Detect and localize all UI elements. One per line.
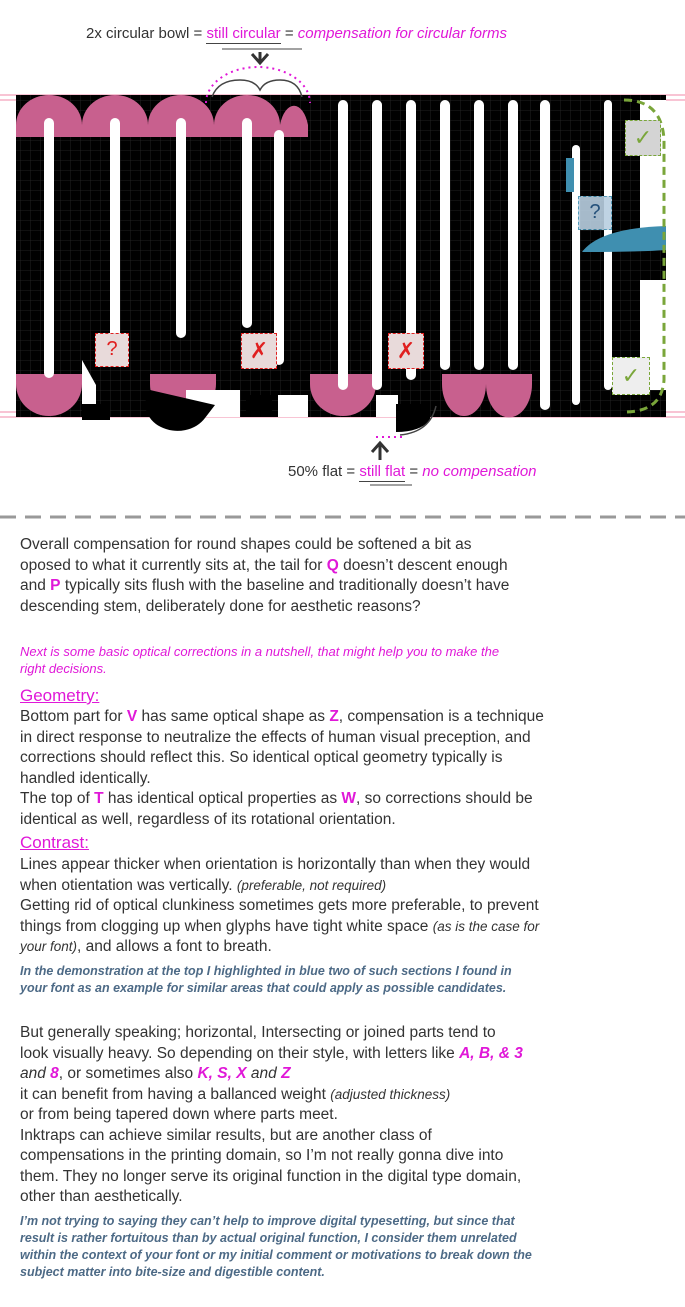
bottom-eq-part3: no compensation: [422, 463, 537, 480]
up-arrow-icon: [372, 443, 388, 460]
bottom-eq-part2: still flat: [359, 463, 406, 480]
glyph-diagram-svg: [0, 0, 685, 510]
contrast-heading: Contrast:: [20, 833, 89, 852]
letter-q: Q: [326, 556, 339, 574]
note-blue-highlight: In the demonstration at the top I highlighted in blue two of such sections I found in your font as an example for similar areas that could apply as possible candidates.: [20, 964, 512, 995]
top-eq-part2: still circular: [206, 25, 281, 42]
letter-t: T: [94, 790, 104, 807]
question-marker-2: ?: [578, 196, 612, 230]
bottom-eq-part1: 50% flat: [288, 463, 343, 480]
check-marker-2: ✓: [612, 357, 650, 395]
letter-w: W: [341, 790, 357, 807]
cross-marker-1: ✗: [241, 333, 277, 369]
top-eq-part1: 2x circular bowl: [86, 25, 190, 42]
geometry-heading: Geometry:: [20, 686, 100, 705]
cross-marker-2: ✗: [388, 333, 424, 369]
question-marker-1: ?: [95, 333, 129, 367]
intro-paragraph: Overall compensation for round shapes could be softened a bit as oposed to what it currently sits at, the tail for Q doesn’t descent enough and P typically sits flush with the baseline and traditionally doesn’t have descending stem, deliberately done for aesthetic reasons?: [20, 536, 510, 615]
bottom-equation: 50% flat = still flat = no compensation: [288, 463, 537, 480]
geometry-paragraph: Bottom part for V has same optical shape as Z, compensation is a technique in direct response to neutralize the effects of human visual preception, and corrections should reflect this. So identical optical geometry typically is handled identically. The top of T has identical optical properties as W, so corrections should be identical as well, regardless of its rotational orientation.: [20, 708, 544, 828]
letter-p: P: [50, 577, 61, 594]
note-nutshell: Next is some basic optical corrections in a nutshell, that might help you to make the right decisions.: [20, 644, 500, 676]
down-arrow-icon: [252, 52, 268, 63]
bowl-bracket: [212, 80, 302, 97]
top-equation: 2x circular bowl = still circular = compensation for circular forms: [86, 25, 508, 42]
pink-top-bowls: [16, 95, 308, 137]
letter-v: V: [126, 708, 138, 725]
letter-z: Z: [329, 708, 339, 725]
glyph-demonstration: [0, 0, 685, 510]
contrast-paragraph: Lines appear thicker when orientation is horizontally than when they would when otientation was vertically. (preferable, not required) Getting rid of optical clunkiness sometimes gets more preferable, to prevent things from clogging up when glyphs have tight white space (as is the case for your font), and allows a font to breath.: [20, 856, 540, 955]
top-eq-part3: compensation for circular forms: [297, 25, 508, 42]
body-paragraph-2: But generally speaking; horizontal, Intersecting or joined parts tend to look visually heavy. So depending on their style, with letters like A, B, & 3 and 8, or sometimes also K, S, X and Z it can benefit from having a ballanced weight (adjusted thickness) or from being tapered down where parts meet. Inktraps can achieve similar results, but are another class of compensations in the printing domain, so I’m not really gonna dive into them. They no longer serve its original function in the digital type domain, other than aesthetically.: [20, 1024, 523, 1205]
dashed-separator: [0, 514, 685, 520]
check-marker-1: ✓: [625, 120, 661, 156]
note-inktraps: I’m not trying to saying they can’t help to improve digital typesetting, but since that result is rather fortuitous than by actual original function, I consider them unrelated within the context of your font or my initial comment or motivations to break down the subject matter into bite-size and digestible content.: [20, 1214, 532, 1279]
